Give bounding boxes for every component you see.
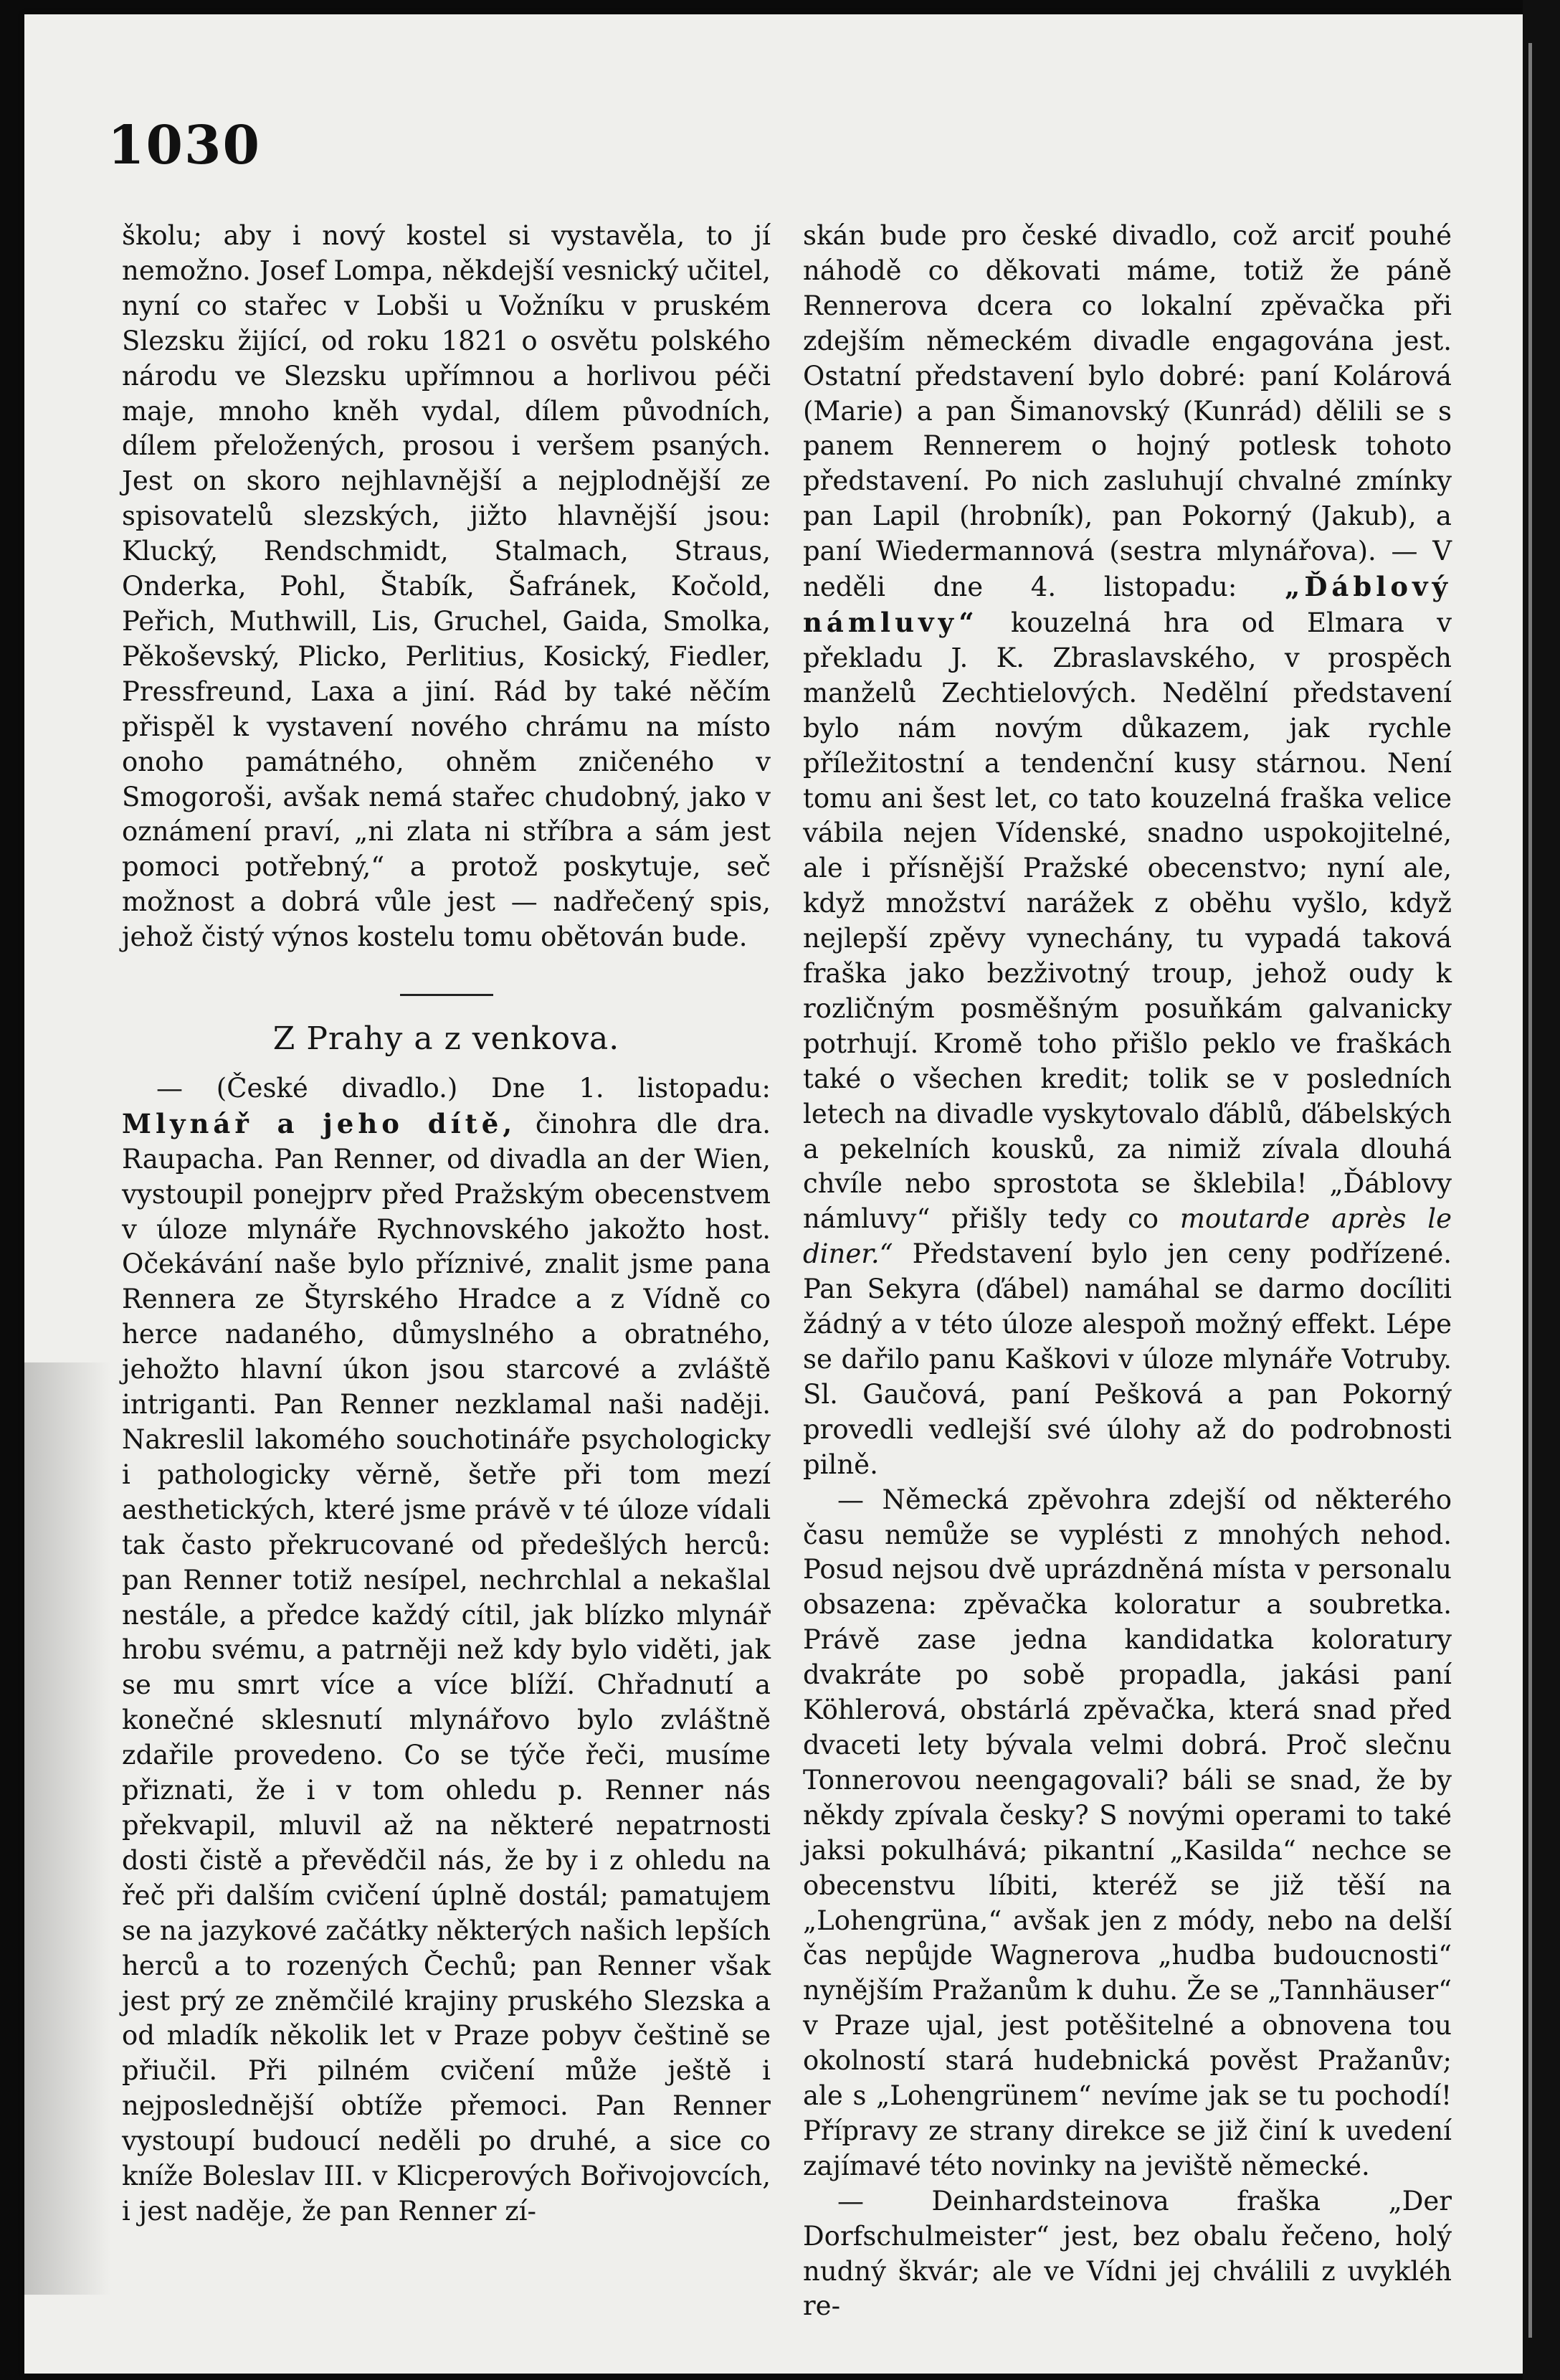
paragraph-body: činohra dle dra. Raupacha. Pan Renner, od divadla an der Wien, vystoupil ponejprv před Pražským obecenstvem v úloze mlynáře Rychnovského jakožto host. Očekávání naše bylo příznivé, znalit jsme pana Rennera ze Štyrského Hradce a z Vídně co herce nadaného, důmyslného a obratného, jehožto hlavní úkon jsou starcové a zvláště intriganti. Pan Renner nezklamal naši naději. Nakreslil lakomého souchotináře psychologicky i pathologicky věrně, šetře při tom mezí aesthetických, které jsme právě v té úloze vídali tak často překrucované od předešlých herců: pan Renner totiž nesípel, nechrchlal a nekašlal nestále, a předce každý cítil, jak blízko mlynář hrobu svému, a patrněji než kdy bylo viděti, jak se mu smrt více a více blíží. Chřadnutí a konečné sklesnutí mlynářovo bylo zvláštně zdařile provedeno. Co se týče řeči, musíme přiznati, že i v tom ohledu p. Renner nás překvapil, mluvil až na některé nepatrnosti dosti čistě a převědčil nás, že by i z ohledu na řeč při dalším cvičení úplně dostál; pamatujem se na jazykové začátky některých našich lepších herců a to rozených Čechů; pan Renner však jest prý ze zněmčilé krajiny pruského Slezska a od mladík několik let v Praze pobyv češtině se přiučil. Při pilném cvičení může ještě i nejposlednější obtíže přemoci. Pan Renner vystoupí budoucí neděli po druhé, a sice co kníže Boleslav III. v Klicperových Bořivojovcích, i jest naděje, že pan Renner zí-	[122, 1108, 771, 2227]
paragraph-body: Představení bylo jen ceny podřízené. Pan Sekyra (ďábel) namáhal se darmo docíliti žádný a v této úloze alespoň možný effekt. Lépe se dařilo panu Kaškovi v úloze mlynáře Votruby. Sl. Gaučová, paní Pešková a pan Pokorný provedli vedlejší své úlohy až do podrobnosti pilně.	[803, 1238, 1452, 1480]
left-column	[122, 219, 771, 2229]
play-title: Mlynář a jeho dítě,	[122, 1107, 517, 1139]
article-paragraph: — Deinhardsteinova fraška „Der Dorfschulmeister“ jest, bez obalu řečeno, holý nudný škvár; ale ve Vídni jej chválili z uvykléh re-	[803, 2185, 1452, 2322]
section-separator	[400, 994, 493, 996]
article-paragraph	[122, 1071, 771, 2229]
paragraph-body: skán bude pro české divadlo, což arciť pouhé náhodě co děkovati máme, totiž že páně Rennerova dcera co lokalní zpěvačka při zdejším německém divadle engagována jest. Ostatní představení bylo dobré: paní Kolárová (Marie) a pan Šimanovský (Kunrád) dělili se s panem Rennerem o hojný potlesk tohoto představení. Po nich zasluhují chvalné zmínky pan Lapil (hrobník), pan Pokorný (Jakub), a paní Wiedermannová (sestra mlynářova). — V neděli dne 4. listopadu:	[803, 220, 1452, 603]
page-number: 1030	[108, 115, 261, 176]
paragraph-body: kouzelná hra od Elmara v překladu J. K. Zbraslavského, v prospěch manželů Zechtielových. Nedělní představení bylo nám novým důkazem, jak rychle příležitostní a tendenční kusy stárnou. Není tomu ani šest let, co tato kouzelná fraška velice vábila nejen Vídenské, snadno uspokojitelné, ale i přísnější Pražské obecenstvo; nyní ale, když množství narážek z oběhu vyšlo, když nejlepší zpěvy vynechány, tu vypadá taková fraška jako bezživotný troup, jehož oudy k rozličným posměšným posuňkám galvanicky potrhují. Kromě toho přišlo peklo ve fraškách také o všechen kredit; tolik se v posledních letech na divadle vyskytovalo ďáblů, ďábelských a pekelních kousků, za nimiž zívala dlouhá chvíle nebo sprostota se šklebila! „Ďáblovy námluvy“ přišly tedy co	[803, 607, 1452, 1235]
section-heading: Z Prahy a z venkova.	[272, 1020, 620, 1058]
play-title: „Ďáblový námluvy“	[803, 571, 1452, 638]
article-paragraph: školu; aby i nový kostel si vystavěla, to jí nemožno. Josef Lompa, někdejší vesnický učitel, nyní co stařec v Lobši u Vožníku v pruském Slezsku žijící, od roku 1821 o osvětu polského národu ve Slezsku upřímnou a horlivou péči maje, mnoho kněh vydal, dílem původních, dílem přeložených, prosou i veršem psaných. Jest on skoro nejhlavnější a nejplodnější ze spisovatelů slezských, jižto hlavnější jsou: Klucký, Rendschmidt, Stalmach, Straus, Onderka, Pohl, Štabík, Šafránek, Kočold, Peřich, Muthwill, Lis, Gruchel, Gaida, Smolka, Pěkoševský, Plicko, Perlitius, Kosický, Fiedler, Pressfreund, Laxa a jiní. Rád by také něčím přispěl k vystavení nového chrámu na místo onoho památného, ohněm zničeného v Smogoroši, avšak nemá stařec chudobný, jako v oznámení praví, „ni zlata ni stříbra a sám jest pomoci potřebný,“ a protož poskytuje, seč možnost a dobrá vůle jest — nadřečený spis, jehož čistý výnos kostelu tomu obětován bude.	[122, 220, 771, 953]
right-column	[803, 219, 1452, 2324]
article-paragraph	[803, 219, 1452, 1483]
paragraph-lead: — (České divadlo.) Dne 1. listopadu:	[156, 1072, 771, 1104]
italic-phrase: moutarde après le diner.“	[803, 1203, 1452, 1270]
page-shadow-strip	[24, 1362, 110, 2295]
scan-edge-line	[1528, 43, 1532, 2338]
article-paragraph: — Německá zpěvohra zdejší od některého času nemůže se vyplésti z mnohých nehod. Posud nejsou dvě uprázdněná místa v personalu obsazena: zpěvačka koloratur a soubretka. Právě zase jedna kandidatka koloratury dvakráte po sobě propadla, jakási paní Köhlerová, obstárlá zpěvačka, která snad před dvaceti lety bývala velmi dobrá. Proč slečnu Tonnerovou neengagovali? báli se snad, že by někdy zpívala česky? S novými operami to také jaksi pokulhává; pikantní „Kasilda“ nechce se obecenstvu líbiti, kteréž se již těší na „Lohengrüna,“ avšak jen z módy, nebo na delší čas nepůjde Wagnerova „hudba budoucnosti“ nynějším Pražanům k duhu. Že se „Tannhäuser“ v Praze ujal, jest potěšitelné a obnovena tou okolností stará hudebnická pověst Pražanův; ale s „Lohengrünem“ nevíme jak se tu pochodí! Přípravy ze strany direkce se již činí k uvedení zajímavé této novinky na jeviště německé.	[803, 1484, 1452, 2181]
